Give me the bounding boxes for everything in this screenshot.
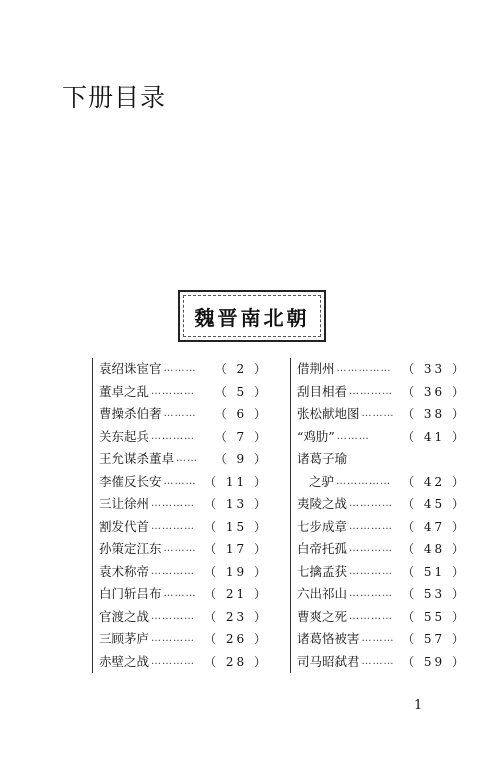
toc-page-number: （ 45 ） [402, 497, 467, 511]
toc-entry-title: 关东起兵 [99, 428, 150, 444]
toc-page-number: （ 41 ） [402, 429, 467, 444]
toc-entry[interactable] [99, 358, 269, 381]
toc-leader-dots: …………… [336, 363, 392, 374]
toc-entry-title: 白门斩吕布 [99, 586, 162, 601]
toc-entry[interactable] [99, 561, 269, 584]
toc-page-number: （ 38 ） [402, 407, 467, 421]
toc-entry[interactable] [99, 403, 269, 426]
toc-page-number: （ 23 ） [204, 609, 269, 624]
toc-entry-title: 李傕反长安 [99, 473, 162, 489]
toc-page-number: （ 9 ） [214, 452, 269, 466]
toc-page-number: （ 42 ） [402, 474, 467, 489]
toc-entry-title: 夷陵之战 [297, 496, 348, 511]
toc-page-number: （ 48 ） [402, 542, 467, 556]
toc-leader-dots: ……… [163, 475, 197, 487]
toc-entry-first-line[interactable] [297, 448, 467, 471]
toc-entry-title: 袁绍诛宦官 [99, 361, 162, 376]
toc-page-number: （ 13 ） [204, 497, 269, 511]
toc-leader-dots: ………… [349, 610, 394, 622]
toc-entry-title: 三顾茅庐 [99, 631, 150, 646]
toc-entry[interactable] [297, 426, 467, 449]
toc-entry[interactable] [99, 516, 269, 539]
toc-entry[interactable] [99, 448, 269, 471]
toc-entry[interactable] [297, 561, 467, 584]
toc-page-number: （ 59 ） [402, 654, 467, 669]
toc-leader-dots: ……… [361, 655, 395, 667]
section-heading-box [178, 290, 326, 342]
toc-entry-title: 王允谋杀董卓 [99, 451, 175, 466]
toc-page-number: （ 28 ） [204, 654, 269, 669]
page-title: 下册目录 [62, 83, 167, 112]
toc-leader-dots: ………… [151, 385, 196, 397]
toc-entry[interactable] [297, 403, 467, 426]
toc-entry[interactable] [297, 358, 467, 381]
toc-entry[interactable] [297, 538, 467, 561]
page-number: 1 [414, 698, 423, 713]
toc-page-number: （ 7 ） [214, 429, 269, 444]
toc-page-number: （ 53 ） [402, 587, 467, 601]
toc-page-number: （ 55 ） [402, 609, 467, 624]
toc-entry[interactable] [297, 651, 467, 674]
toc-entry-title: 白帝托孤 [297, 541, 348, 556]
toc-page-number: （ 57 ） [402, 632, 467, 646]
toc-page-number: （ 33 ） [402, 362, 467, 376]
section-title: 魏晋南北朝 [194, 305, 310, 330]
toc-leader-dots: ……… [163, 363, 197, 374]
toc-page-number: （ 17 ） [204, 542, 269, 556]
toc-leader-dots: ……… [163, 588, 197, 599]
toc-page-number: （ 19 ） [204, 564, 269, 579]
toc-leader-dots: ………… [349, 543, 394, 554]
toc-leader-dots: ………… [151, 520, 196, 532]
toc-entry-title: 六出祁山 [297, 586, 348, 601]
toc-entry-title: 赤壁之战 [99, 653, 150, 669]
toc-entry[interactable] [99, 628, 269, 651]
toc-leader-dots: ……… [163, 408, 197, 419]
toc-entry-title: 七步成章 [297, 518, 348, 534]
toc-entry-title: 诸葛子瑜 [297, 451, 348, 466]
toc-page-number: （ 51 ） [402, 564, 467, 579]
toc-page-number: （ 6 ） [214, 407, 269, 421]
toc-entry[interactable] [297, 381, 467, 404]
toc-entry[interactable] [99, 381, 269, 404]
toc-column-left [92, 358, 269, 673]
toc-entry[interactable] [297, 606, 467, 629]
toc-entry[interactable] [99, 493, 269, 516]
toc-entry-title: 司马昭弑君 [297, 653, 360, 669]
toc-leader-dots: ……… [163, 543, 197, 554]
toc-page-number: （ 5 ） [214, 384, 269, 399]
toc-leader-dots: ………… [151, 610, 196, 622]
toc-entry-continuation[interactable] [297, 471, 467, 494]
toc-leader-dots: ………… [151, 565, 196, 577]
toc-entry-title: 曹爽之死 [297, 608, 348, 624]
toc-leader-dots: ………… [349, 565, 394, 577]
toc-entry-title: 董卓之乱 [99, 383, 150, 399]
toc-entry-title: 之驴 [309, 473, 335, 489]
toc-leader-dots: ………… [349, 498, 394, 509]
toc-page-number: （ 11 ） [204, 474, 269, 489]
toc-leader-dots: ……… [361, 408, 395, 419]
toc-entry-title: 割发代首 [99, 518, 150, 534]
toc-entry[interactable] [99, 426, 269, 449]
toc-leader-dots: ………… [151, 498, 196, 509]
toc-leader-dots: ………… [151, 430, 196, 442]
toc-entry[interactable] [99, 471, 269, 494]
toc-entry-title: 张松献地图 [297, 406, 360, 421]
toc-leader-dots: …………… [336, 475, 392, 487]
toc-entry-title: 三让徐州 [99, 496, 150, 511]
toc-leader-dots: ………… [349, 520, 394, 532]
toc-entry[interactable] [99, 583, 269, 606]
toc-entry-title: 七擒孟获 [297, 563, 348, 579]
toc-column-right [290, 358, 467, 673]
toc-entry-title: 官渡之战 [99, 608, 150, 624]
toc-entry-title: 孙策定江东 [99, 541, 162, 556]
toc-entry[interactable] [297, 516, 467, 539]
toc-page-number: （ 21 ） [204, 587, 269, 601]
toc-leader-dots: ………… [349, 385, 394, 397]
toc-leader-dots: ………… [151, 655, 196, 667]
toc-page-number: （ 26 ） [204, 632, 269, 646]
toc-entry-title: 刮目相看 [297, 383, 348, 399]
toc-leader-dots: ………… [151, 633, 196, 644]
toc-entry[interactable] [297, 493, 467, 516]
toc-page-number: （ 47 ） [402, 519, 467, 534]
toc-leader-dots: ……… [336, 430, 370, 442]
toc-entry-title: 袁术称帝 [99, 563, 150, 579]
toc-entry[interactable] [297, 628, 467, 651]
toc-entry[interactable] [99, 538, 269, 561]
toc-page-number: （ 15 ） [204, 519, 269, 534]
toc-entry[interactable] [297, 583, 467, 606]
toc-leader-dots: ……… [361, 633, 395, 644]
toc-leader-dots: …… [176, 453, 199, 464]
toc-entry[interactable] [99, 606, 269, 629]
toc-entry-title: 诸葛恪被害 [297, 631, 360, 646]
toc-entry-title: “鸡肋” [297, 428, 335, 444]
toc-page-number: （ 36 ） [402, 384, 467, 399]
toc-leader-dots: ………… [349, 588, 394, 599]
toc-entry-title: 借荆州 [297, 361, 335, 376]
toc-entry[interactable] [99, 651, 269, 674]
toc-page-number: （ 2 ） [214, 362, 269, 376]
toc-entry-title: 曹操杀伯奢 [99, 406, 162, 421]
